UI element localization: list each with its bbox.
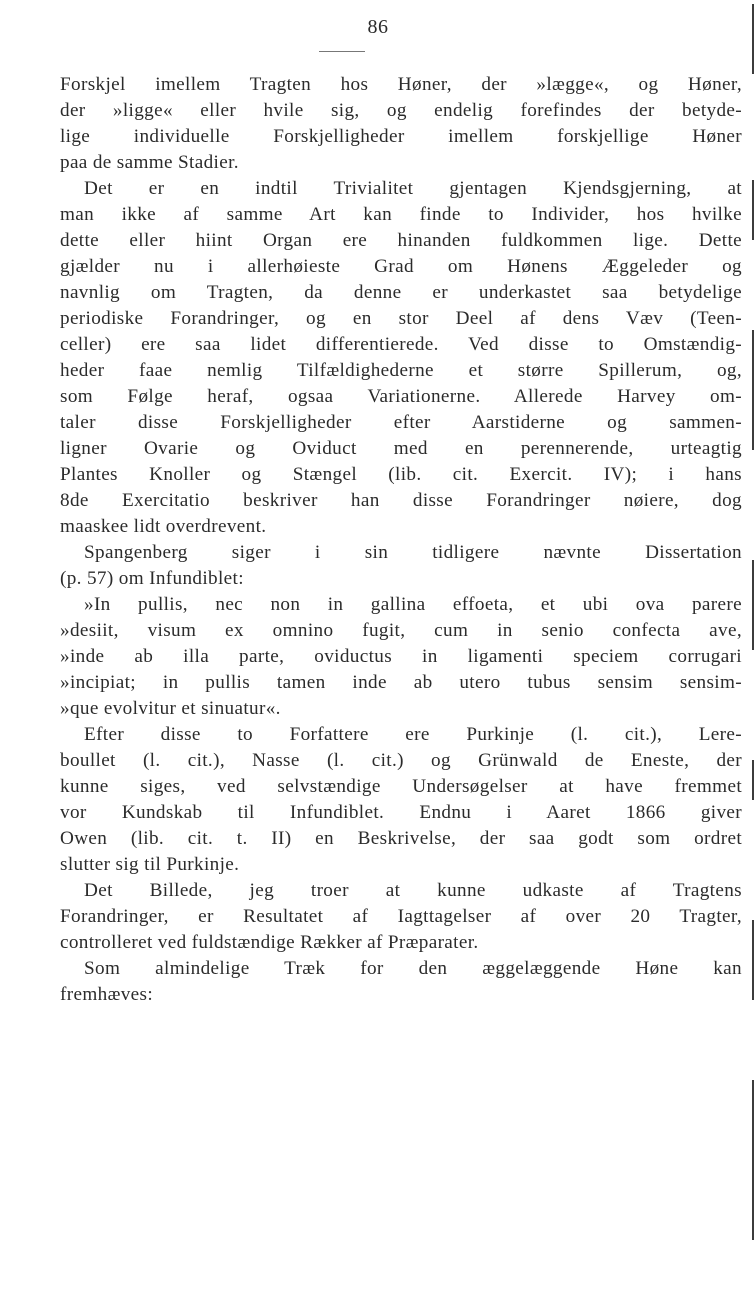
page-number-rule bbox=[319, 51, 365, 52]
text-line: lige individuelle Forskjelligheder imellem forskjellige Høner bbox=[60, 126, 742, 147]
text-line: dette eller hiint Organ ere hinanden fuldkommen lige. Dette bbox=[60, 230, 742, 251]
text-line: celler) ere saa lidet differentierede. Ved disse to Omstændig- bbox=[60, 334, 742, 355]
text-line: Forskjel imellem Tragten hos Høner, der »lægge«, og Høner, bbox=[60, 74, 742, 95]
text-line: man ikke af samme Art kan finde to Individer, hos hvilke bbox=[60, 204, 742, 225]
text-line: heder faae nemlig Tilfældighederne et større Spillerum, og, bbox=[60, 360, 742, 381]
text-line: der »ligge« eller hvile sig, og endelig forefindes der betyde- bbox=[60, 100, 742, 121]
text-line: gjælder nu i allerhøieste Grad om Hønens Æggeleder og bbox=[60, 256, 742, 277]
text-line: »desiit, visum ex omnino fugit, cum in senio confecta ave, bbox=[60, 620, 742, 641]
text-line: Det Billede, jeg troer at kunne udkaste af Tragtens bbox=[84, 880, 742, 901]
text-line: »incipiat; in pullis tamen inde ab utero tubus sensim sensim- bbox=[60, 672, 742, 693]
text-line: Det er en indtil Trivialitet gjentagen Kjendsgjerning, at bbox=[84, 178, 742, 199]
text-line: paa de samme Stadier. bbox=[60, 152, 239, 173]
text-line: »inde ab illa parte, oviductus in ligamenti speciem corrugari bbox=[60, 646, 742, 667]
text-line: (p. 57) om Infundiblet: bbox=[60, 568, 244, 589]
text-line: Spangenberg siger i sin tidligere nævnte Dissertation bbox=[84, 542, 742, 563]
text-line: som Følge heraf, ogsaa Variationerne. Allerede Harvey om- bbox=[60, 386, 742, 407]
text-line: maaskee lidt overdrevent. bbox=[60, 516, 267, 537]
edge-mark bbox=[752, 920, 754, 1000]
text-line: Plantes Knoller og Stængel (lib. cit. Exercit. IV); i hans bbox=[60, 464, 742, 485]
text-line: 8de Exercitatio beskriver han disse Forandringer nøiere, dog bbox=[60, 490, 742, 511]
text-line: Owen (lib. cit. t. II) en Beskrivelse, der saa godt som ordret bbox=[60, 828, 742, 849]
edge-mark bbox=[752, 330, 754, 450]
text-line: vor Kundskab til Infundiblet. Endnu i Aaret 1866 giver bbox=[60, 802, 742, 823]
text-line: controlleret ved fuldstændige Rækker af Præparater. bbox=[60, 932, 479, 953]
text-line: Forandringer, er Resultatet af Iagttagelser af over 20 Tragter, bbox=[60, 906, 742, 927]
text-line: periodiske Forandringer, og en stor Deel af dens Væv (Teen- bbox=[60, 308, 742, 329]
text-line: Efter disse to Forfattere ere Purkinje (l. cit.), Lere- bbox=[84, 724, 742, 745]
text-line: slutter sig til Purkinje. bbox=[60, 854, 240, 875]
text-line: boullet (l. cit.), Nasse (l. cit.) og Grünwald de Eneste, der bbox=[60, 750, 742, 771]
text-line: »In pullis, nec non in gallina effoeta, et ubi ova parere bbox=[84, 594, 742, 615]
edge-mark bbox=[752, 180, 754, 240]
text-line: kunne siges, ved selvstændige Undersøgelser at have fremmet bbox=[60, 776, 742, 797]
edge-mark bbox=[752, 760, 754, 800]
page-edge-scan-artifact bbox=[749, 0, 756, 1298]
text-line: navnlig om Tragten, da denne er underkastet saa betydelige bbox=[60, 282, 742, 303]
body-text bbox=[60, 72, 742, 1008]
text-line: fremhæves: bbox=[60, 984, 154, 1005]
edge-mark bbox=[752, 1080, 754, 1240]
page-number: 86 bbox=[367, 16, 389, 38]
text-line: ligner Ovarie og Oviduct med en perennerende, urteagtig bbox=[60, 438, 742, 459]
text-line: taler disse Forskjelligheder efter Aarstiderne og sammen- bbox=[60, 412, 742, 433]
edge-mark bbox=[752, 4, 754, 74]
text-line: Som almindelige Træk for den æggelæggende Høne kan bbox=[84, 958, 742, 979]
edge-mark bbox=[752, 560, 754, 650]
text-line: »que evolvitur et sinuatur«. bbox=[60, 698, 281, 719]
